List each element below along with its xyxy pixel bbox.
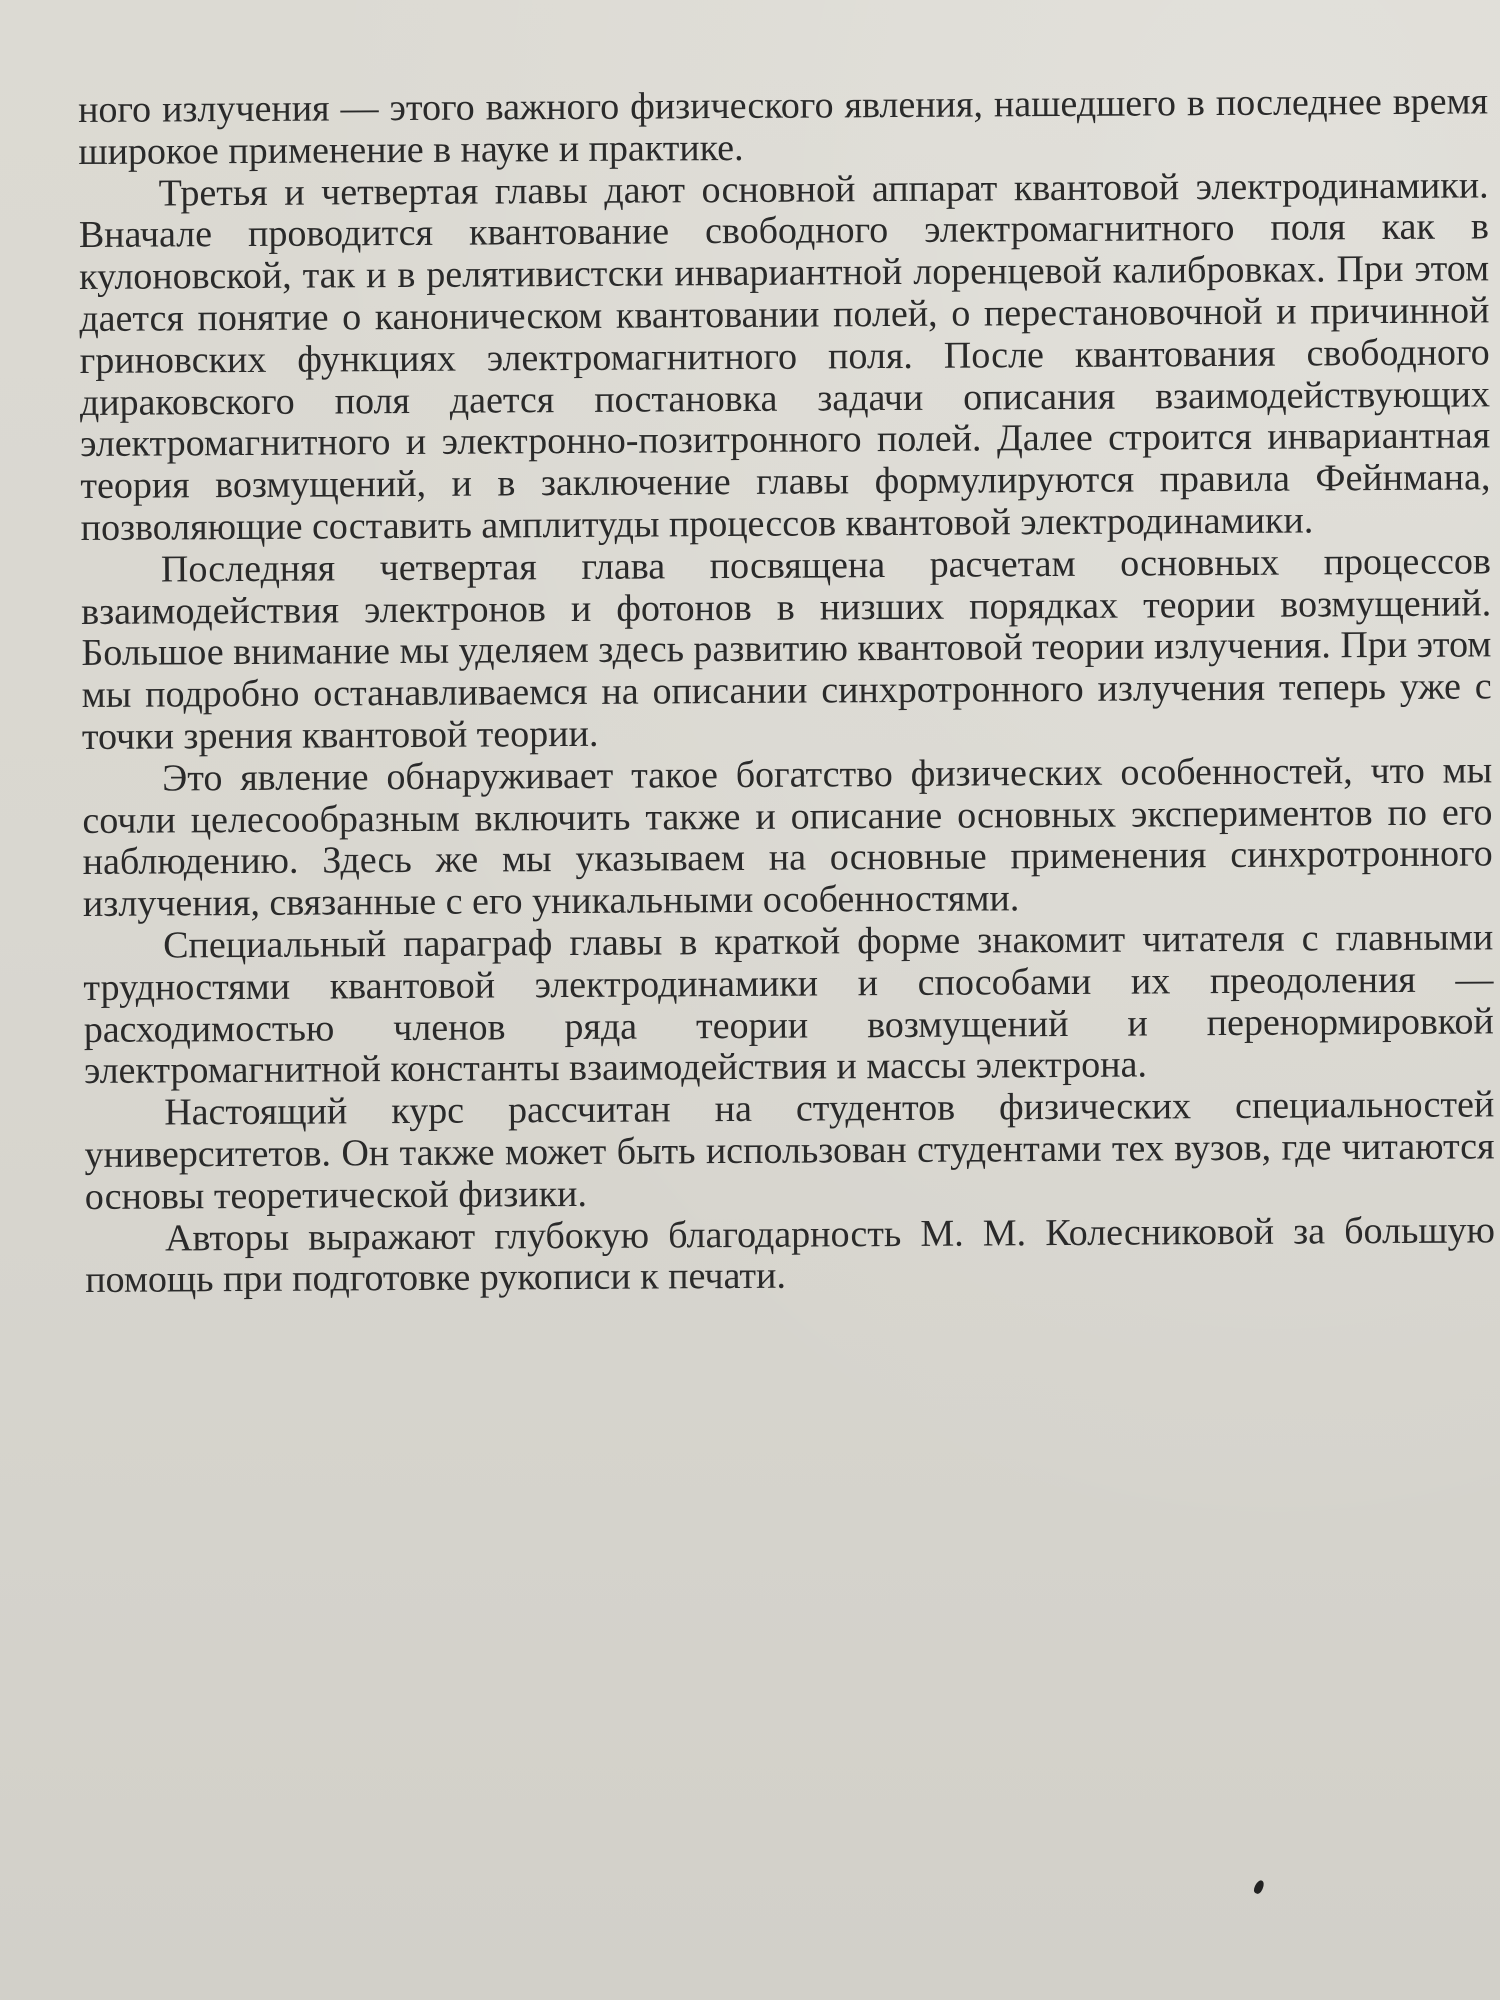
page-text — [78, 81, 1495, 1302]
paragraph-course-audience: Настоящий курс рассчитан на студентов физических специальностей университетов. Он также может быть использован студентами тех вузов, где читаются основы теоретической физики. — [84, 1083, 1495, 1218]
paragraph-last-chapter: Последняя четвертая глава посвящена расчетам основных процессов взаимодействия электронов и фотонов в низших порядках теории возмущений. Большое внимание мы уделяем здесь развитию квантовой теории излучения. При этом мы подробно останавливаемся на описании синхротронного излучения теперь уже с точки зрения квантовой теории. — [81, 540, 1492, 758]
ink-mark — [1252, 1879, 1265, 1895]
paragraph-chapters-three-four: Третья и четвертая главы дают основной аппарат квантовой электродинамики. Вначале проводится квантование свободного электромагнитного поля как в кулоновской, так и в релятивистски инвариантной лоренцевой калибровках. При этом дается понятие о каноническом квантовании полей, о перестановочной и причинной гриновских функциях электромагнитного поля. После квантования свободного дираковского поля дается постановка задачи описания взаимодействующих электромагнитного и электронно-позитронного полей. Далее строится инвариантная теория возмущений, и в заключение главы формулируются правила Фейнмана, позволяющие составить амплитуды процессов квантовой электродинамики. — [78, 163, 1491, 549]
paragraph-acknowledgement: Авторы выражают глубокую благодарность М. М. Колесниковой за большую помощь при подготовке рукописи к печати. — [85, 1208, 1496, 1302]
paragraph-phenomenon: Это явление обнаруживает такое богатство физических особенностей, что мы сочли целесообразным включить также и описание основных экспериментов по его наблюдению. Здесь же мы указываем на основные применения синхротронного излучения, связанные с его уникальными особенностями. — [82, 749, 1493, 926]
paragraph-special-section: Специальный параграф главы в краткой форме знакомит читателя с главными трудностями квантовой электродинамики и способами их преодоления — расходимостью членов ряда теории возмущений и перенормировкой электромагнитной константы взаимодействия и массы электрона. — [83, 916, 1494, 1093]
paragraph-continuation: ного излучения — этого важного физического явления, нашедшего в последнее время широкое применение в науке и практике. — [77, 80, 1489, 173]
